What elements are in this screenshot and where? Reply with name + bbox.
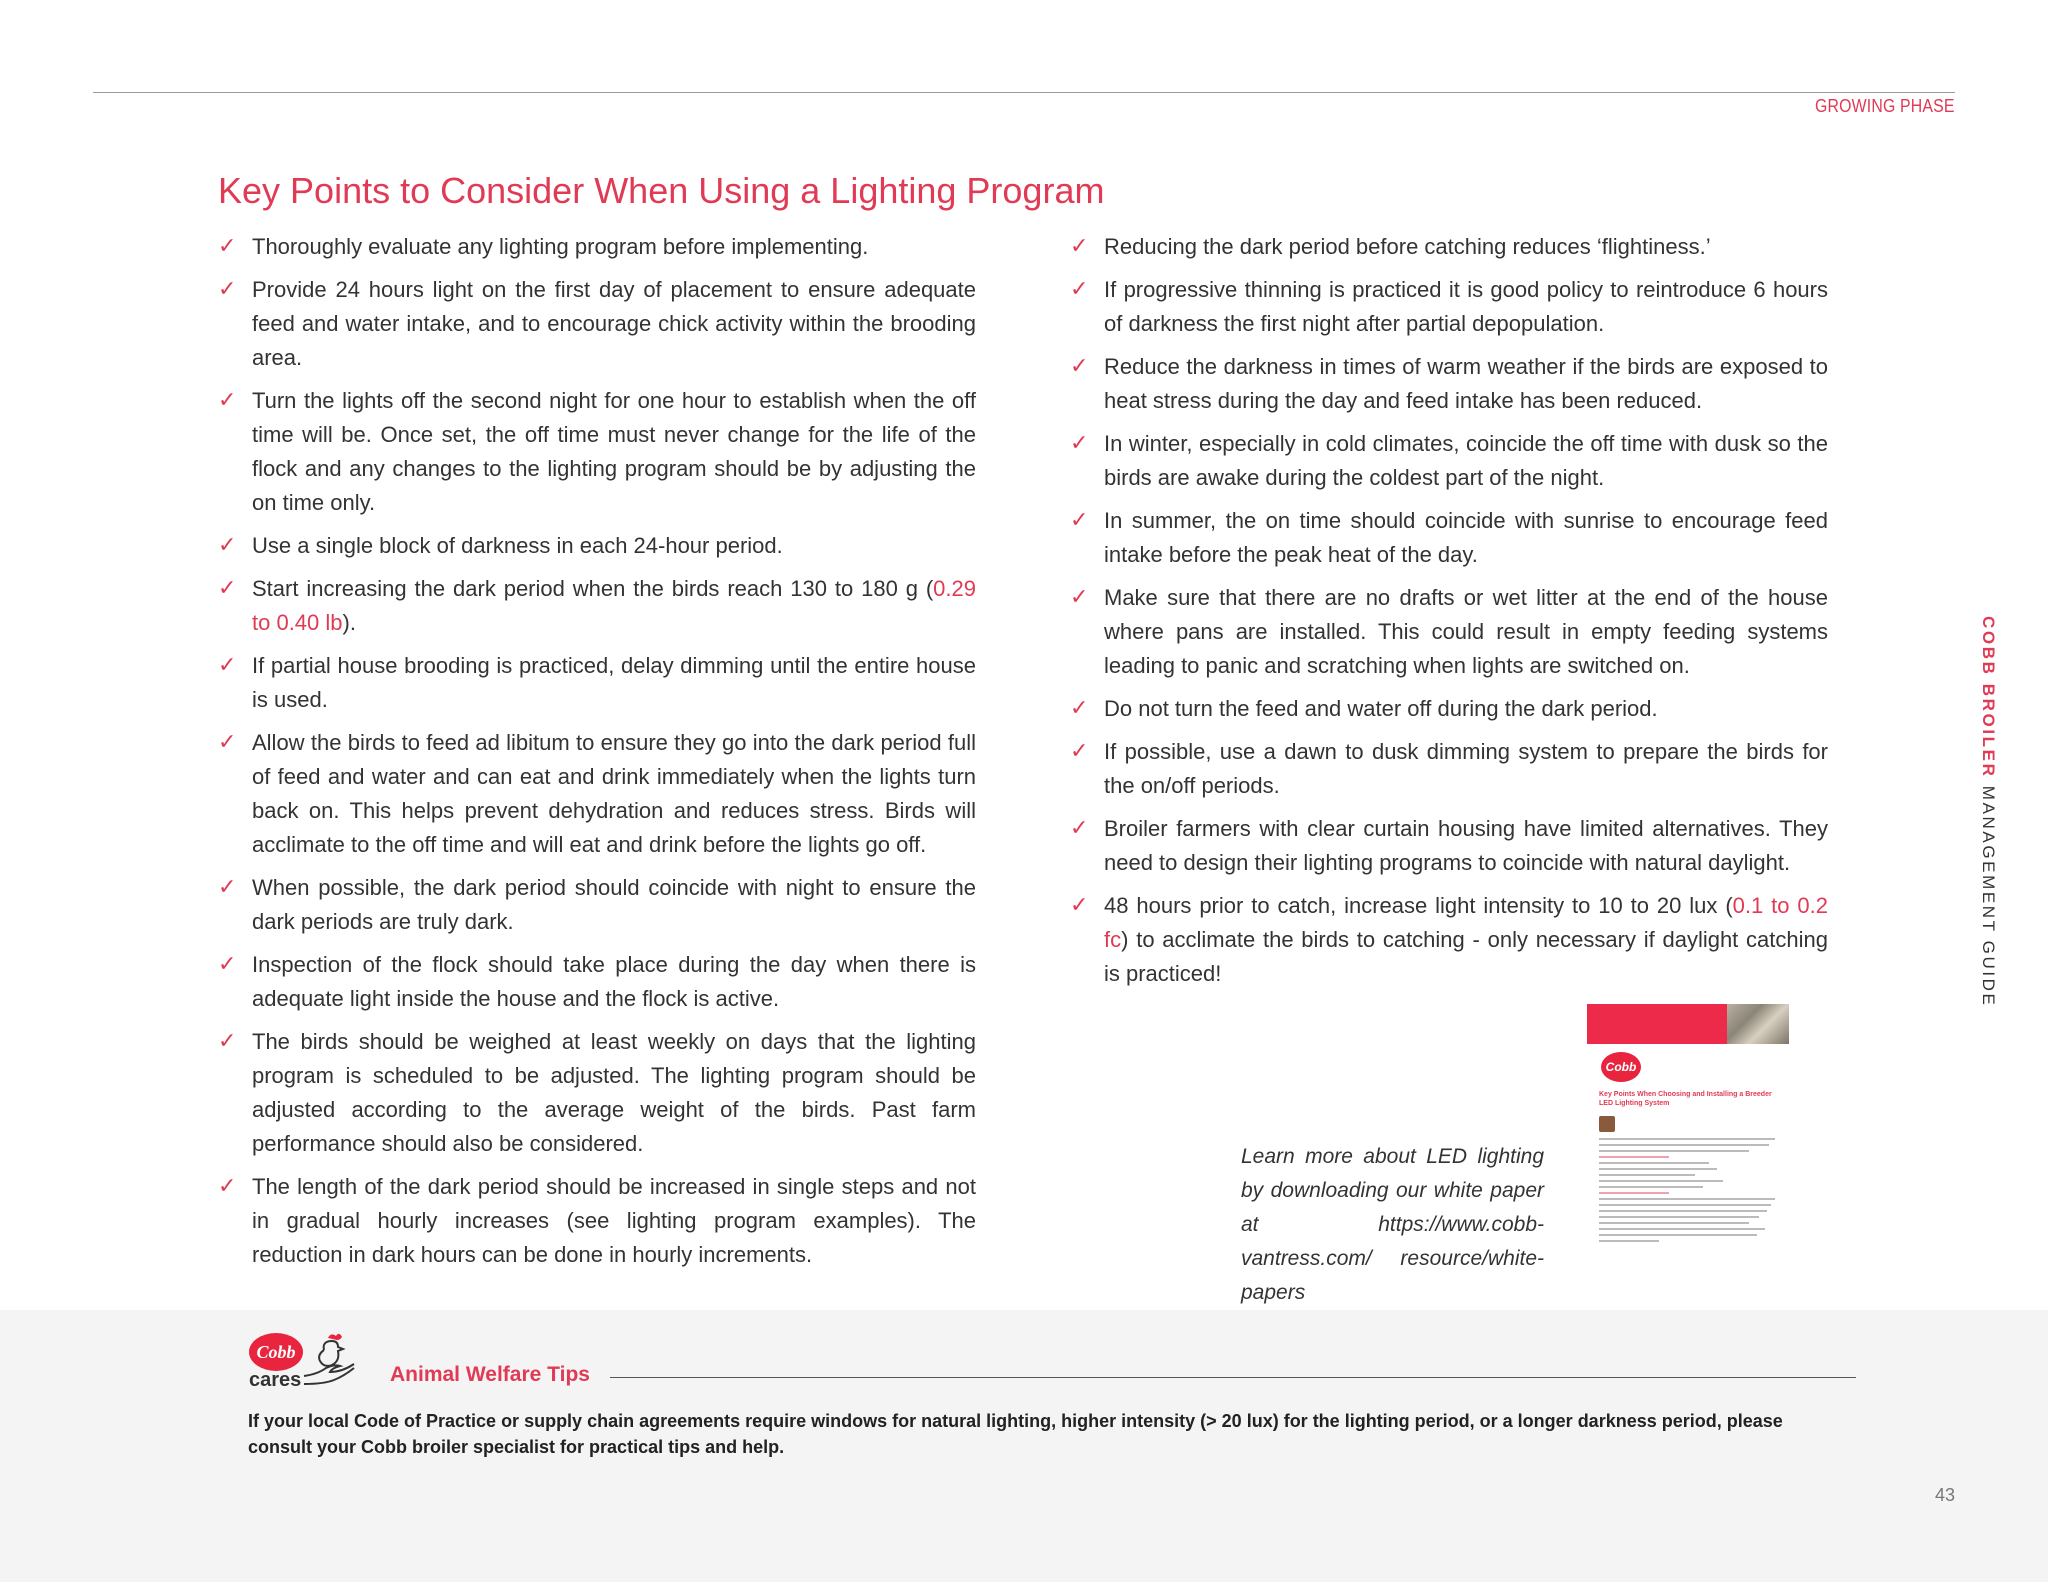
right-key-points-list <box>1070 230 1828 1000</box>
key-point-item <box>218 649 976 717</box>
key-point-item <box>218 726 976 862</box>
checkmark-icon: ✓ <box>218 234 237 259</box>
key-point-item <box>1070 350 1828 418</box>
key-point-item <box>1070 889 1828 991</box>
key-point-item <box>1070 735 1828 803</box>
animal-welfare-rule <box>610 1377 1856 1378</box>
animal-welfare-text: If your local Code of Practice or supply chain agreements require windows for natural lighting, higher intensity (> 20 lux) for the lighting period, or a longer darkness period, please consult your Cobb broiler specialist for practical tips and help. <box>248 1411 1783 1457</box>
key-point-text: If possible, use a dawn to dusk dimming system to prepare the birds for the on/off periods. <box>1104 739 1828 798</box>
key-point-item <box>1070 504 1828 572</box>
key-point-text: If progressive thinning is practiced it is good policy to reintroduce 6 hours of darkness the first night after partial depopulation. <box>1104 277 1828 336</box>
cobb-cares-caption: cares <box>249 1369 302 1391</box>
thumbnail-title: Key Points When Choosing and Installing a Breeder LED Lighting System <box>1599 1091 1772 1107</box>
key-point-text: Inspection of the flock should take place during the day when there is adequate light inside the house and the flock is active. <box>252 952 976 1011</box>
key-point-item <box>218 273 976 375</box>
checkmark-icon: ✓ <box>1070 585 1089 610</box>
key-point-text: Turn the lights off the second night for one hour to establish when the off time will be. Once set, the off time must never change for the life of the flock and any changes to the lighting program should be by adjusting the on time only. <box>252 388 976 515</box>
learn-more-text: Learn more about LED lighting by downloading our white paper at https://www.cobb-vantress.com/ resource/white-papers <box>1241 1145 1544 1304</box>
key-point-item <box>218 230 976 264</box>
key-point-text: In summer, the on time should coincide with sunrise to encourage feed intake before the peak heat of the day. <box>1104 508 1828 567</box>
key-point-text-end: ) to acclimate the birds to catching - only necessary if daylight catching is practiced! <box>1104 927 1828 986</box>
key-point-item <box>1070 273 1828 341</box>
key-point-text: If partial house brooding is practiced, delay dimming until the entire house is used. <box>252 653 976 712</box>
key-point-text: The birds should be weighed at least weekly on days that the lighting program is scheduled to be adjusted. The lighting program should be adjusted according to the average weight of the birds. Past farm performance should also be considered. <box>252 1029 976 1156</box>
side-label-brand: COBB BROILER <box>1979 616 1998 779</box>
checkmark-icon: ✓ <box>1070 739 1089 764</box>
checkmark-icon: ✓ <box>218 533 237 558</box>
checkmark-icon: ✓ <box>218 1174 237 1199</box>
checkmark-icon: ✓ <box>1070 508 1089 533</box>
checkmark-icon: ✓ <box>1070 234 1089 259</box>
checkmark-icon: ✓ <box>218 952 237 977</box>
white-paper-thumbnail[interactable] <box>1587 1004 1789 1284</box>
key-point-item <box>1070 230 1828 264</box>
unit-conversion: 0.29 to 0.40 lb <box>252 576 976 635</box>
key-point-text: Reduce the darkness in times of warm weather if the birds are exposed to heat stress during the day and feed intake has been reduced. <box>1104 354 1828 413</box>
key-point-item <box>1070 812 1828 880</box>
left-key-points-list <box>218 230 976 1281</box>
thumbnail-author-avatar <box>1599 1116 1615 1132</box>
checkmark-icon: ✓ <box>1070 277 1089 302</box>
checkmark-icon: ✓ <box>1070 354 1089 379</box>
top-rule <box>93 92 1955 93</box>
key-point-text: Start increasing the dark period when the birds reach 130 to 180 g ( <box>252 576 934 601</box>
cobb-cares-logo: Cobb <box>249 1333 303 1371</box>
key-point-text: Reducing the dark period before catching reduces ‘flightiness.’ <box>1104 234 1711 259</box>
checkmark-icon: ✓ <box>1070 816 1089 841</box>
key-point-item <box>1070 692 1828 726</box>
hen-in-hand-icon <box>300 1328 360 1388</box>
key-point-item <box>218 948 976 1016</box>
thumbnail-cobb-logo: Cobb <box>1601 1052 1641 1082</box>
thumbnail-text-lines <box>1599 1138 1779 1246</box>
checkmark-icon: ✓ <box>218 576 237 601</box>
key-point-item <box>1070 581 1828 683</box>
key-point-text: When possible, the dark period should coincide with night to ensure the dark periods are truly dark. <box>252 875 976 934</box>
key-point-text: 48 hours prior to catch, increase light intensity to 10 to 20 lux ( <box>1104 893 1733 918</box>
side-label-rest: MANAGEMENT GUIDE <box>1979 778 1998 1008</box>
key-point-item <box>218 871 976 939</box>
checkmark-icon: ✓ <box>218 730 237 755</box>
key-point-text: Broiler farmers with clear curtain housing have limited alternatives. They need to design their lighting programs to coincide with natural daylight. <box>1104 816 1828 875</box>
page-title: Key Points to Consider When Using a Lighting Program <box>218 170 1105 211</box>
checkmark-icon: ✓ <box>1070 893 1089 918</box>
key-point-text-end: ). <box>342 610 356 635</box>
checkmark-icon: ✓ <box>218 1029 237 1054</box>
key-point-text: Use a single block of darkness in each 24-hour period. <box>252 533 783 558</box>
checkmark-icon: ✓ <box>1070 696 1089 721</box>
key-point-text: Thoroughly evaluate any lighting program before implementing. <box>252 234 869 259</box>
checkmark-icon: ✓ <box>218 388 237 413</box>
checkmark-icon: ✓ <box>218 875 237 900</box>
key-point-text: Provide 24 hours light on the first day of placement to ensure adequate feed and water intake, and to encourage chick activity within the brooding area. <box>252 277 976 370</box>
unit-conversion: 0.1 to 0.2 fc <box>1104 893 1828 952</box>
key-point-text: The length of the dark period should be increased in single steps and not in gradual hourly increases (see lighting program examples). The reduction in dark hours can be done in hourly increments. <box>252 1174 976 1267</box>
key-point-item <box>218 572 976 640</box>
key-point-item <box>218 1025 976 1161</box>
section-label: GROWING PHASE <box>1815 96 1955 116</box>
checkmark-icon: ✓ <box>218 277 237 302</box>
key-point-text: Make sure that there are no drafts or wet litter at the end of the house where pans are installed. This could result in empty feeding systems leading to panic and scratching when lights are switched on. <box>1104 585 1828 678</box>
key-point-item <box>218 529 976 563</box>
key-point-item <box>218 384 976 520</box>
animal-welfare-title: Animal Welfare Tips <box>390 1363 590 1386</box>
key-point-item <box>1070 427 1828 495</box>
checkmark-icon: ✓ <box>218 653 237 678</box>
page-number: 43 <box>1934 1485 1955 1505</box>
checkmark-icon: ✓ <box>1070 431 1089 456</box>
thumbnail-photo <box>1727 1004 1789 1044</box>
key-point-text: Do not turn the feed and water off during the dark period. <box>1104 696 1658 721</box>
key-point-text: In winter, especially in cold climates, coincide the off time with dusk so the birds are awake during the coldest part of the night. <box>1104 431 1828 490</box>
key-point-item <box>218 1170 976 1272</box>
side-guide-label <box>1978 616 1998 1008</box>
key-point-text: Allow the birds to feed ad libitum to ensure they go into the dark period full of feed and water and can eat and drink immediately when the lights turn back on. This helps prevent dehydration and reduces stress. Birds will acclimate to the off time and will eat and drink before the lights go off. <box>252 730 976 857</box>
